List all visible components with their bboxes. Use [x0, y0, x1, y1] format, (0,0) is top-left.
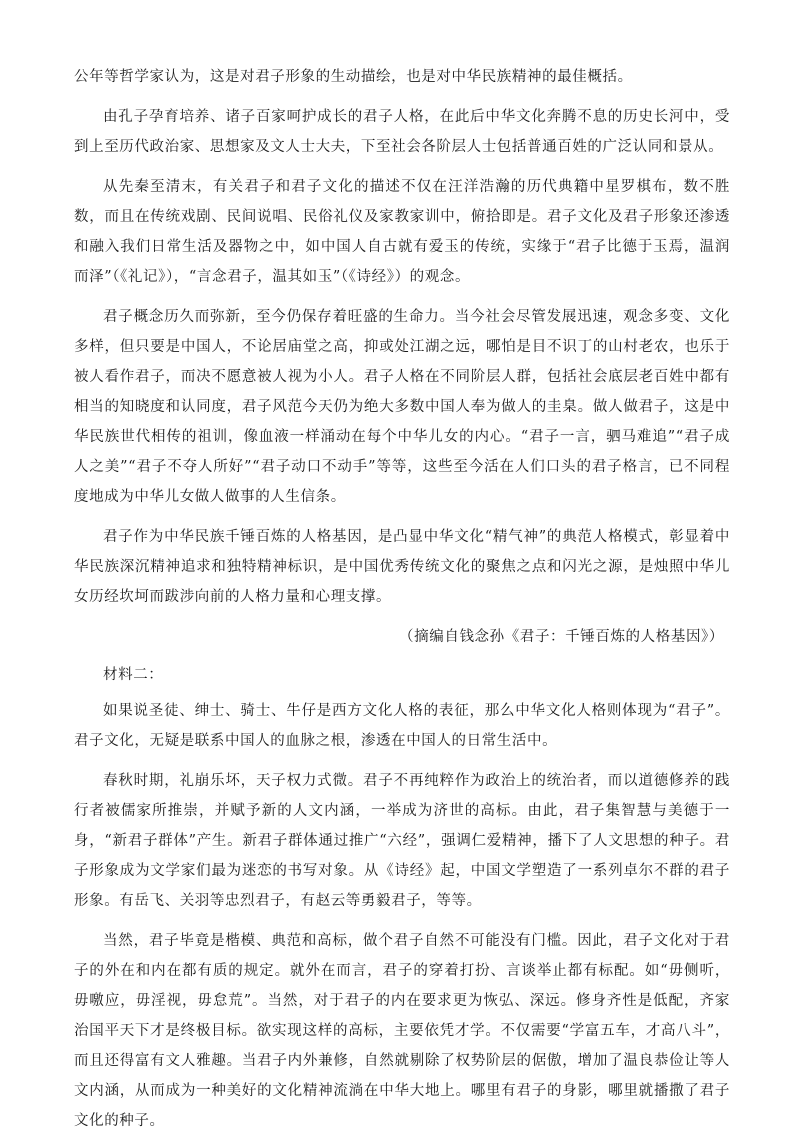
material-two-heading: 材料二：: [103, 667, 164, 683]
source-citation: （摘编自钱念孙《君子：千锤百炼的人格基因》）: [399, 629, 724, 645]
paragraph-m2-1: 如果说圣徒、绅士、骑士、牛仔是西方文化人格的表征，那么中华文化人格则体现为“君子”。君子文化，无疑是联系中国人的血脉之根，渗透在中国人的日常生活中。: [74, 703, 730, 749]
paragraph-m2-2: 春秋时期，礼崩乐坏，天子权力式微。君子不再纯粹作为政治上的统治者，而以道德修养的践行者被儒家所推崇，并赋予新的人文内涵，一举成为济世的高标。由此，君子集智慧与美德于一身，“新君子群体”产生。新君子群体通过推广“六经”，强调仁爱精神，播下了人文思想的种子。君子形象成为文学家们最为迷恋的书写对象。从《诗经》起，中国文学塑造了一系列卓尔不群的君子形象。有岳飞、关羽等忠烈君子，有赵云等勇毅君子，等等。: [74, 773, 730, 909]
paragraph-m1-3: 君子概念历久而弥新，至今仍保存着旺盛的生命力。当今社会尽管发展迅速，观念多变、文化多样，但只要是中国人，不论居庙堂之高，抑或处江湖之远，哪怕是目不识丁的山村老农，也乐于被人看作君子，而决不愿意被人视为小人。君子人格在不同阶层人群，包括社会底层老百姓中都有相当的知晓度和认同度，君子风范今天仍为绝大多数中国人奉为做人的圭臬。做人做君子，这是中华民族世代相传的祖训，像血液一样涌动在每个中华儿女的内心。“君子一言，驷马难追”“君子成人之美”“君子不夺人所好”“君子动口不动手”等等，这些至今活在人们口头的君子格言，已不同程度地成为中华儿女做人做事的人生信条。: [74, 309, 730, 505]
paragraph-m1-1: 由孔子孕育培养、诸子百家呵护成长的君子人格，在此后中华文化奔腾不息的历史长河中，受到上至历代政治家、思想家及文人士大夫，下至社会各阶层人士包括普通百姓的广泛认同和景从。: [74, 109, 730, 155]
paragraph-m1-2: 从先秦至清末，有关君子和君子文化的描述不仅在汪洋浩瀚的历代典籍中星罗棋布，数不胜数，而且在传统戏剧、民间说唱、民俗礼仪及家教家训中，俯拾即是。君子文化及君子形象还渗透和融入我们日常生活及器物之中，如中国人自古就有爱玉的传统，实缘于“君子比德于玉焉，温润而泽”（《礼记》），“言念君子，温其如玉”（《诗经》）的观念。: [74, 179, 730, 285]
paragraph-m2-3: 当然，君子毕竟是楷模、典范和高标，做个君子自然不可能没有门槛。因此，君子文化对于君子的外在和内在都有质的规定。就外在而言，君子的穿着打扮、言谈举止都有标配。如“毋侧听，毋噭应，毋淫视，毋怠荒”。当然，对于君子的内在要求更为恢弘、深远。修身齐性是低配，齐家治国平天下才是终极目标。欲实现这样的高标，主要依凭才学。不仅需要“学富五车，才高八斗”，而且还得富有文人雅趣。当君子内外兼修，自然就剔除了权势阶层的倨傲，增加了温良恭俭让等人文内涵，从而成为一种美好的文化精神流淌在中华大地上。哪里有君子的身影，哪里就播撒了君子文化的种子。: [74, 933, 730, 1129]
paragraph-m1-4: 君子作为中华民族千锤百炼的人格基因，是凸显中华文化“精气神”的典范人格模式，彰显着中华民族深沉精神追求和独特精神标识，是中国优秀传统文化的聚焦之点和闪光之源，是烛照中华儿女历经坎坷而跋涉向前的人格力量和心理支撑。: [74, 529, 730, 605]
reading-passage: [74, 62, 730, 1146]
paragraph-m1-0: 公年等哲学家认为，这是对君子形象的生动描绘，也是对中华民族精神的最佳概括。: [74, 69, 633, 85]
